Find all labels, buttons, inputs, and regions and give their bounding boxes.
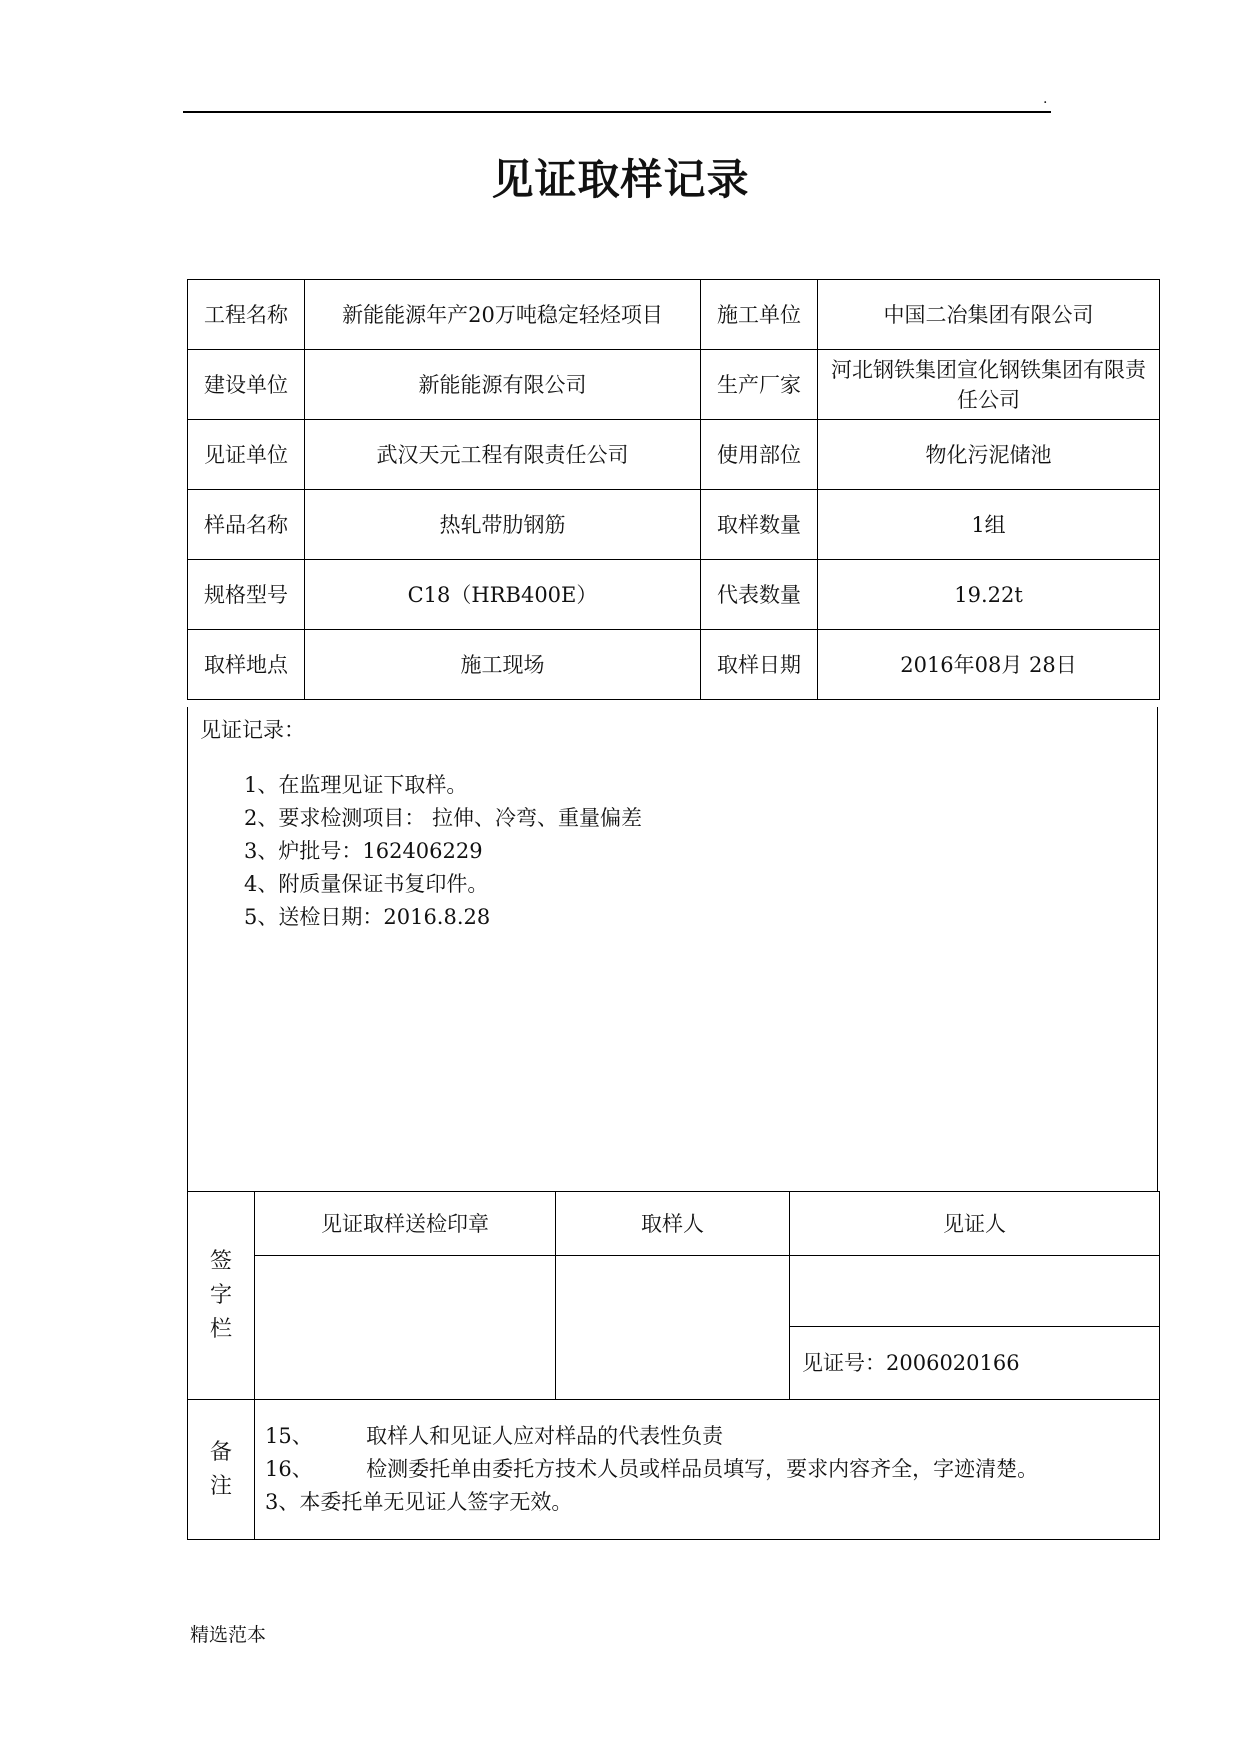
table-row — [188, 1256, 1160, 1327]
signature-char-2: 字 — [209, 1282, 232, 1308]
signature-section-text — [189, 1245, 253, 1347]
usage-location-label: 使用部位 — [701, 420, 818, 490]
table-row — [188, 1192, 1160, 1256]
remarks-char-1: 备 — [209, 1439, 232, 1465]
witness-record-list — [244, 769, 642, 934]
witness-signature-cell — [790, 1256, 1160, 1327]
sample-quantity-label: 取样数量 — [701, 490, 818, 560]
remark-item: 15、 取样人和见证人应对样品的代表性负责 — [265, 1424, 724, 1448]
witness-record-section — [187, 707, 1158, 1192]
manufacturer-value: 河北钢铁集团宣化钢铁集团有限责任公司 — [818, 350, 1160, 420]
table-row — [188, 280, 1160, 350]
spec-value: C18（HRB400E） — [305, 560, 701, 630]
sample-name-value: 热轧带肋钢筋 — [305, 490, 701, 560]
remarks-char-2: 注 — [209, 1473, 232, 1499]
owner-label: 建设单位 — [188, 350, 305, 420]
spec-label: 规格型号 — [188, 560, 305, 630]
sample-name-label: 样品名称 — [188, 490, 305, 560]
sampler-signature-cell — [556, 1256, 790, 1400]
sampling-date-value: 2016年08月 28日 — [818, 630, 1160, 700]
contractor-value: 中国二冶集团有限公司 — [818, 280, 1160, 350]
witness-unit-label: 见证单位 — [188, 420, 305, 490]
witness-record-title: 见证记录： — [200, 718, 305, 742]
footer-text: 精选范本 — [190, 1624, 267, 1646]
manufacturer-label: 生产厂家 — [701, 350, 818, 420]
sample-quantity-value: 1组 — [818, 490, 1160, 560]
owner-value: 新能能源有限公司 — [305, 350, 701, 420]
sampling-date-label: 取样日期 — [701, 630, 818, 700]
table-row — [188, 1400, 1160, 1540]
header-mark: . — [1043, 91, 1048, 107]
stamp-signature-cell — [255, 1256, 556, 1400]
list-item: 2、要求检测项目： 拉伸、冷弯、重量偏差 — [244, 806, 643, 830]
represented-quantity-label: 代表数量 — [701, 560, 818, 630]
remarks-content — [255, 1400, 1160, 1540]
witness-number: 见证号：2006020166 — [790, 1327, 1160, 1400]
signature-char-3: 栏 — [209, 1316, 232, 1342]
list-item: 4、附质量保证书复印件。 — [244, 872, 489, 896]
remark-item: 3、本委托单无见证人签字无效。 — [265, 1490, 573, 1514]
table-row — [188, 490, 1160, 560]
sampling-place-label: 取样地点 — [188, 630, 305, 700]
sampling-place-value: 施工现场 — [305, 630, 701, 700]
list-item: 1、在监理见证下取样。 — [244, 773, 468, 797]
table-row — [188, 560, 1160, 630]
list-item: 3、炉批号：162406229 — [244, 839, 483, 863]
contractor-label: 施工单位 — [701, 280, 818, 350]
table-row — [188, 630, 1160, 700]
signature-char-1: 签 — [209, 1248, 232, 1274]
project-name-label: 工程名称 — [188, 280, 305, 350]
sample-info-table — [187, 279, 1160, 700]
project-name-value: 新能能源年产20万吨稳定轻烃项目 — [305, 280, 701, 350]
table-row — [188, 420, 1160, 490]
represented-quantity-value: 19.22t — [818, 560, 1160, 630]
stamp-column-header: 见证取样送检印章 — [255, 1192, 556, 1256]
header-rule — [183, 111, 1051, 113]
remark-item: 16、 检测委托单由委托方技术人员或样品员填写，要求内容齐全，字迹清楚。 — [265, 1457, 1039, 1481]
signature-table — [187, 1191, 1160, 1540]
witness-unit-value: 武汉天元工程有限责任公司 — [305, 420, 701, 490]
usage-location-value: 物化污泥储池 — [818, 420, 1160, 490]
signature-section-label — [188, 1192, 255, 1400]
document-title: 见证取样记录 — [491, 155, 750, 204]
witness-column-header: 见证人 — [790, 1192, 1160, 1256]
list-item: 5、送检日期：2016.8.28 — [244, 905, 491, 929]
table-row — [188, 350, 1160, 420]
sampler-column-header: 取样人 — [556, 1192, 790, 1256]
remarks-label-text — [189, 1436, 253, 1504]
remarks-label — [188, 1400, 255, 1540]
